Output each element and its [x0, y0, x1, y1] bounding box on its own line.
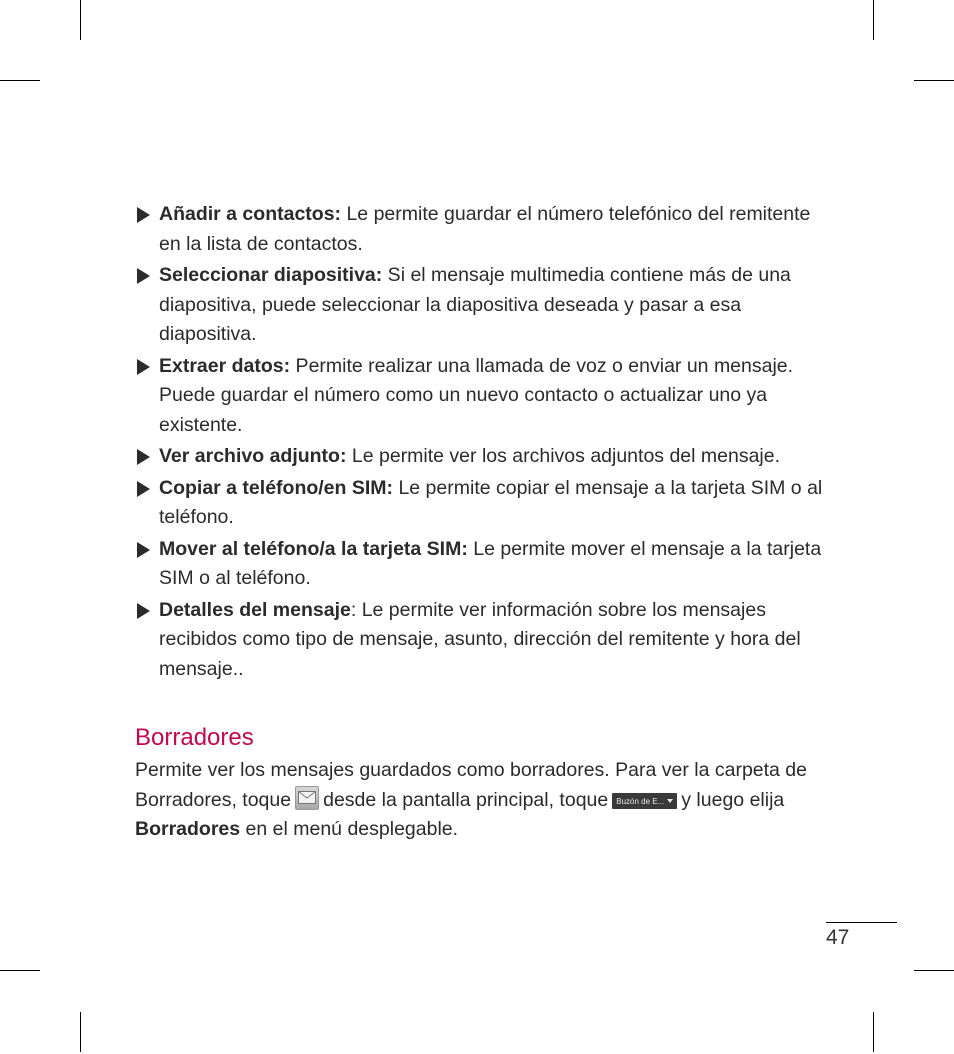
envelope-icon [295, 786, 319, 810]
crop-mark [80, 0, 81, 40]
triangle-bullet-icon [137, 207, 150, 223]
list-item [135, 200, 835, 259]
chip-label: Buzón de E... [616, 796, 665, 806]
options-list [135, 200, 835, 684]
list-item [135, 474, 835, 533]
item-text: : Le permite ver información sobre los mensajes recibidos como tipo de mensaje, asunto, dirección del remitente y hora del mensaje.. [159, 598, 801, 680]
crop-mark [0, 970, 40, 971]
item-term: Detalles del mensaje [159, 598, 351, 621]
section-title: Borradores [135, 724, 254, 751]
section-paragraph [135, 756, 835, 845]
list-item [135, 535, 835, 594]
item-text: Le permite mover el mensaje a la tarjeta SIM o al teléfono. [159, 537, 822, 589]
item-text: Permite realizar una llamada de voz o enviar un mensaje. Puede guardar el número como un nuevo contacto o actualizar uno ya existente. [159, 354, 794, 436]
mailbox-dropdown-chip [612, 793, 677, 809]
triangle-bullet-icon [137, 481, 150, 497]
crop-mark [873, 1012, 874, 1052]
item-text: Le permite guardar el número telefónico del remitente en la lista de contactos. [159, 203, 811, 255]
paragraph-text: y luego elija [681, 788, 785, 811]
list-item [135, 596, 835, 685]
triangle-bullet-icon [137, 603, 150, 619]
list-item [135, 261, 835, 350]
page-number-rule [826, 922, 897, 923]
triangle-bullet-icon [137, 268, 150, 284]
triangle-bullet-icon [137, 449, 150, 465]
item-term: Ver archivo adjunto: [159, 445, 347, 467]
crop-mark [914, 80, 954, 81]
paragraph-text: Permite ver los mensajes guardados como borradores. Para ver la carpeta de Borradores, toque [135, 759, 807, 811]
page-number: 47 [826, 926, 850, 949]
item-term: Añadir a contactos: [159, 203, 342, 225]
paragraph-text: en el menú desplegable. [245, 818, 459, 840]
item-term: Seleccionar diapositiva: [159, 264, 383, 286]
page-content [135, 200, 835, 845]
item-text: Le permite ver los archivos adjuntos del mensaje. [346, 445, 781, 467]
item-text: Le permite copiar el mensaje a la tarjeta SIM o al teléfono. [159, 476, 823, 528]
triangle-bullet-icon [137, 359, 150, 375]
caret-down-icon [667, 799, 673, 803]
crop-mark [873, 0, 874, 40]
item-term: Mover al teléfono/a la tarjeta SIM: [159, 537, 468, 560]
item-term: Copiar a teléfono/en SIM: [159, 476, 394, 499]
paragraph-text: desde la pantalla principal, toque [323, 788, 609, 811]
item-text: Si el mensaje multimedia contiene más de una diapositiva, puede seleccionar la diapositiva deseada y pasar a esa diapositiva. [159, 264, 791, 345]
crop-mark [914, 970, 954, 971]
crop-mark [80, 1012, 81, 1052]
crop-mark [0, 80, 40, 81]
triangle-bullet-icon [137, 542, 150, 558]
item-term: Extraer datos: [159, 354, 291, 377]
list-item [135, 442, 835, 472]
bold-term: Borradores [135, 818, 241, 840]
list-item [135, 352, 835, 441]
